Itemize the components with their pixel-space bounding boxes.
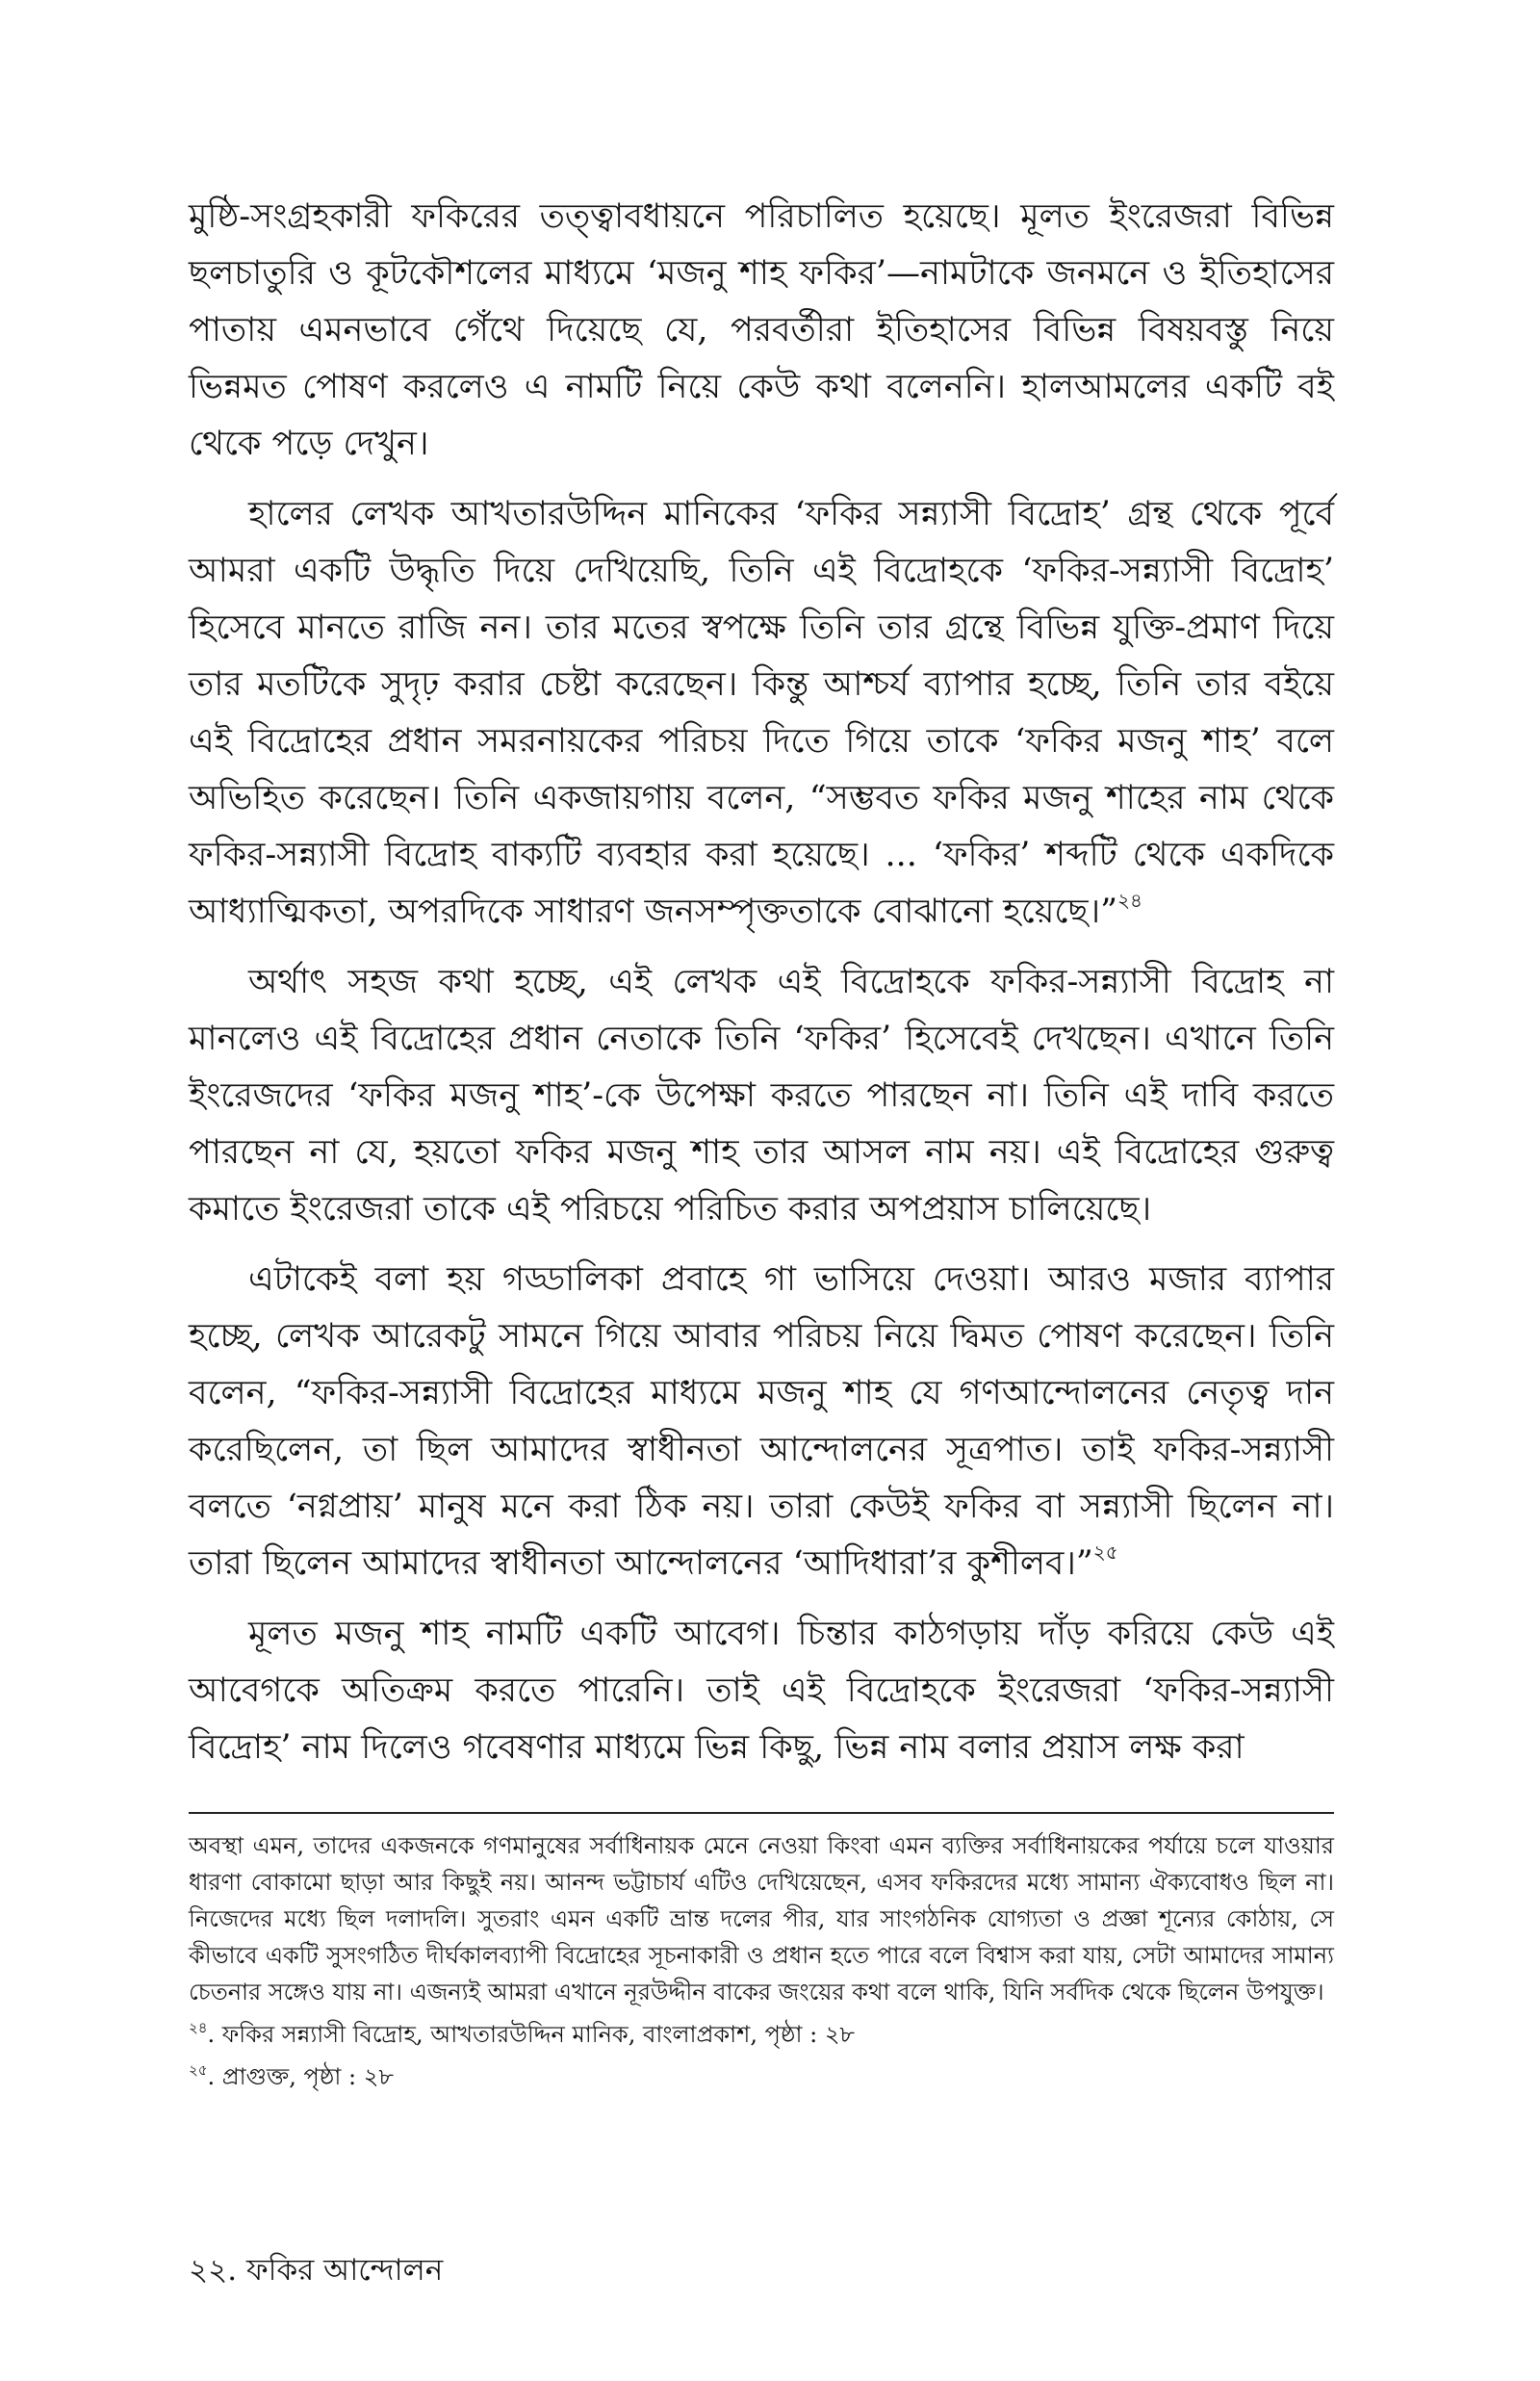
footnote-24 — [189, 2016, 1334, 2053]
footnote-25-mark: ২৫ — [189, 2061, 208, 2079]
footnote-24-text: . ফকির সন্ন্যাসী বিদ্রোহ, আখতারউদ্দিন মানিক, বাংলাপ্রকাশ, পৃষ্ঠা : ২৮ — [207, 2021, 855, 2048]
paragraph-text: হালের লেখক আখতারউদ্দিন মানিকের ‘ফকির সন্ন্যাসী বিদ্রোহ’ গ্রন্থ থেকে পূর্বে আমরা একটি উদ্ধৃতি দিয়ে দেখিয়েছি, তিনি এই বিদ্রোহকে ‘ফকির-সন্ন্যাসী বিদ্রোহ’ হিসেবে মানতে রাজি নন। তার মতের স্বপক্ষে তিনি তার গ্রন্থে বিভিন্ন যুক্তি-প্রমাণ দিয়ে তার মতটিকে সুদৃঢ় করার চেষ্টা করেছেন। কিন্তু আশ্চর্য ব্যাপার হচ্ছে, তিনি তার বইয়ে এই বিদ্রোহের প্রধান সমরনায়কের পরিচয় দিতে গিয়ে তাকে ‘ফকির মজনু শাহ’ বলে অভিহিত করেছেন। তিনি একজায়গায় বলেন, “সম্ভবত ফকির মজনু শাহের নাম থেকে ফকির-সন্ন্যাসী বিদ্রোহ বাক্যটি ব্যবহার করা হয়েছে। ... ‘ফকির’ শব্দটি থেকে একদিকে আধ্যাত্মিকতা, অপরদিকে সাধারণ জনসম্পৃক্ততাকে বোঝানো হয়েছে।” — [189, 495, 1334, 931]
paragraph: মুষ্ঠি-সংগ্রহকারী ফকিরের তত্ত্বাবধায়নে পরিচালিত হয়েছে। মূলত ইংরেজরা বিভিন্ন ছলচাতুরি ও কূটকৌশলের মাধ্যমে ‘মজনু শাহ ফকির’—নামটাকে জনমনে ও ইতিহাসের পাতায় এমনভাবে গেঁথে দিয়েছে যে, পরবর্তীরা ইতিহাসের বিভিন্ন বিষয়বস্তু নিয়ে ভিন্নমত পোষণ করলেও এ নামটি নিয়ে কেউ কথা বলেননি। হালআমলের একটি বই থেকে পড়ে দেখুন। — [189, 197, 1334, 463]
footnote-24-mark: ২৪ — [189, 2019, 208, 2036]
footnote-25-text: . প্রাগুক্ত, পৃষ্ঠা : ২৮ — [207, 2063, 394, 2090]
paragraph: অর্থাৎ সহজ কথা হচ্ছে, এই লেখক এই বিদ্রোহকে ফকির-সন্ন্যাসী বিদ্রোহ না মানলেও এই বিদ্রোহের প্রধান নেতাকে তিনি ‘ফকির’ হিসেবেই দেখছেন। এখানে তিনি ইংরেজদের ‘ফকির মজনু শাহ’-কে উপেক্ষা করতে পারছেন না। তিনি এই দাবি করতে পারছেন না যে, হয়তো ফকির মজনু শাহ তার আসল নাম নয়। এই বিদ্রোহের গুরুত্ব কমাতে ইংরেজরা তাকে এই পরিচয়ে পরিচিত করার অপপ্রয়াস চালিয়েছে। — [189, 963, 1334, 1229]
footnote-ref-25[interactable]: ২৫ — [1092, 1540, 1118, 1564]
footnotes — [189, 1827, 1334, 2095]
paragraph — [189, 1252, 1334, 1592]
main-text — [189, 189, 1334, 1776]
page-footer: ২২. ফকির আন্দোলন — [189, 2253, 444, 2288]
paragraph-text: এটাকেই বলা হয় গড্ডালিকা প্রবাহে গা ভাসিয়ে দেওয়া। আরও মজার ব্যাপার হচ্ছে, লেখক আরেকটু সামনে গিয়ে আবার পরিচয় নিয়ে দ্বিমত পোষণ করেছেন। তিনি বলেন, “ফকির-সন্ন্যাসী বিদ্রোহের মাধ্যমে মজনু শাহ যে গণআন্দোলনের নেতৃত্ব দান করেছিলেন, তা ছিল আমাদের স্বাধীনতা আন্দোলনের সূত্রপাত। তাই ফকির-সন্ন্যাসী বলতে ‘নগ্নপ্রায়’ মানুষ মনে করা ঠিক নয়। তারা কেউই ফকির বা সন্ন্যাসী ছিলেন না। তারা ছিলেন আমাদের স্বাধীনতা আন্দোলনের ‘আদিধারা’র কুশীলব।” — [189, 1260, 1334, 1583]
footnote-25 — [189, 2058, 1334, 2095]
footnote-continuation: অবস্থা এমন, তাদের একজনকে গণমানুষের সর্বাধিনায়ক মেনে নেওয়া কিংবা এমন ব্যক্তির সর্বাধিনায়কের পর্যায়ে চলে যাওয়ার ধারণা বোকামো ছাড়া আর কিছুই নয়। আনন্দ ভট্টাচার্য এটিও দেখিয়েছেন, এসব ফকিরদের মধ্যে সামান্য ঐক্যবোধও ছিল না। নিজেদের মধ্যে ছিল দলাদলি। সুতরাং এমন একটি ভ্রান্ত দলের পীর, যার সাংগঠনিক যোগ্যতা ও প্রজ্ঞা শূন্যের কোঠায়, সে কীভাবে একটি সুসংগঠিত দীর্ঘকালব্যাপী বিদ্রোহের সূচনাকারী ও প্রধান হতে পারে বলে বিশ্বাস করা যায়, সেটা আমাদের সামান্য চেতনার সঙ্গেও যায় না। এজন্যই আমরা এখানে নূরউদ্দীন বাকের জংয়ের কথা বলে থাকি, যিনি সর্বদিক থেকে ছিলেন উপযুক্ত। — [189, 1832, 1334, 2006]
paragraph: মূলত মজনু শাহ নামটি একটি আবেগ। চিন্তার কাঠগড়ায় দাঁড় করিয়ে কেউ এই আবেগকে অতিক্রম করতে পারেনি। তাই এই বিদ্রোহকে ইংরেজরা ‘ফকির-সন্ন্যাসী বিদ্রোহ’ নাম দিলেও গবেষণার মাধ্যমে ভিন্ন কিছু, ভিন্ন নাম বলার প্রয়াস লক্ষ করা — [189, 1615, 1334, 1767]
footnote-divider — [189, 1812, 1334, 1814]
footnote-ref-24[interactable]: ২৪ — [1117, 889, 1143, 912]
paragraph — [189, 486, 1334, 941]
